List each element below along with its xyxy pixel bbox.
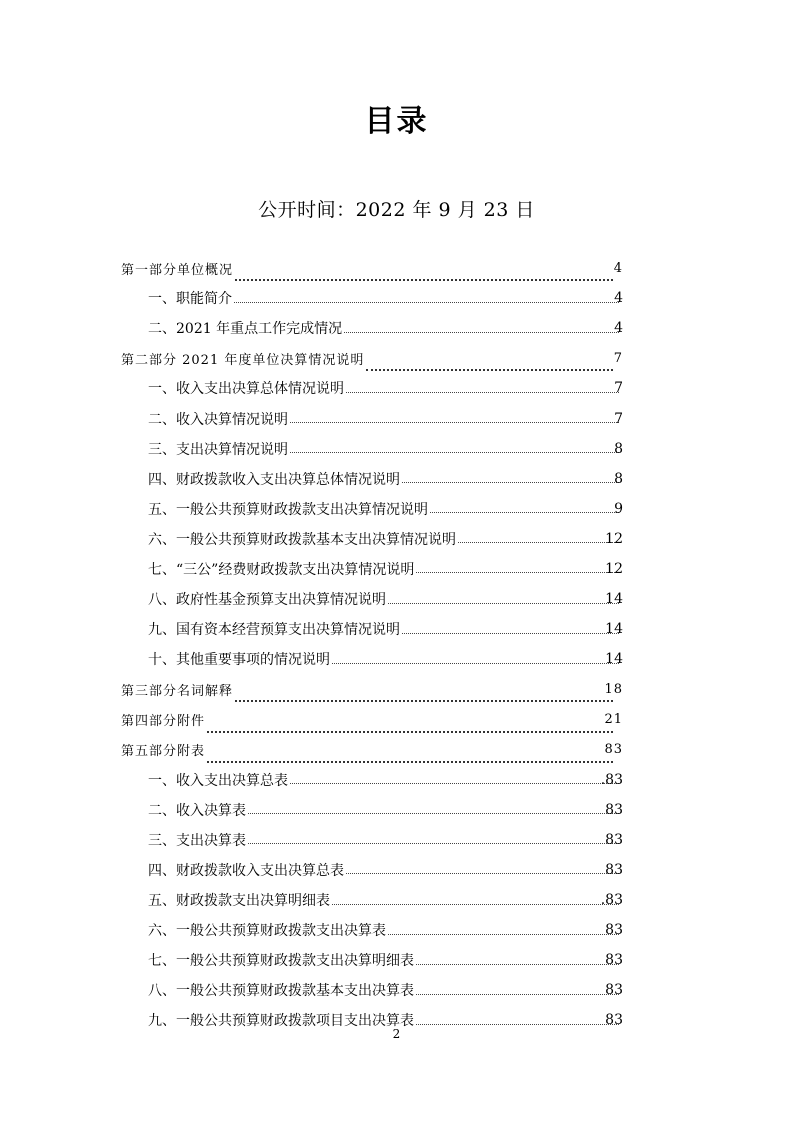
toc-entry[interactable] (0, 825, 793, 855)
toc-leader-dots (416, 984, 619, 995)
toc-entry[interactable] (0, 373, 793, 403)
toc-leader-dots (416, 954, 619, 965)
toc-entry[interactable] (0, 524, 793, 554)
toc-entry-label: 一、收入支出决算总表 (148, 772, 288, 789)
toc-entry-label: 三、支出决算情况说明 (148, 441, 288, 458)
toc-leader-dots (388, 593, 619, 604)
toc-entry-page: 7 (614, 410, 623, 427)
toc-leader-dots (458, 532, 619, 543)
toc-entry-page: 9 (614, 500, 623, 517)
toc-entry[interactable] (0, 494, 793, 524)
toc-entry-label: 六、一般公共预算财政拨款基本支出决算情况说明 (148, 531, 456, 548)
toc-entry-label: 八、一般公共预算财政拨款基本支出决算表 (148, 983, 414, 1000)
toc-entry-page: 7 (613, 350, 623, 366)
toc-leader-dots (332, 653, 619, 664)
toc-entry-page: 83 (605, 922, 623, 939)
toc-entry-label: 第一部分单位概况 (121, 262, 234, 278)
toc-entry-label: 四、财政拨款收入支出决算总体情况说明 (148, 471, 400, 488)
toc-entry-page: 83 (605, 861, 623, 878)
toc-entry[interactable] (0, 915, 793, 945)
toc-entry-page: 4 (614, 320, 623, 337)
toc-entry[interactable] (0, 253, 793, 283)
toc-entry[interactable] (0, 464, 793, 494)
toc-leader-dots (235, 271, 613, 281)
toc-entry-label: 二、收入决算情况说明 (148, 411, 288, 428)
toc-entry[interactable] (0, 795, 793, 825)
page-title: 目录 (364, 104, 429, 139)
toc-entry-page: 8 (614, 440, 623, 457)
toc-entry-page: .83 (600, 771, 623, 788)
toc-entry[interactable] (0, 674, 793, 704)
toc-entry-page: 83 (604, 742, 623, 758)
toc-leader-dots (290, 412, 619, 423)
toc-entry[interactable] (0, 434, 793, 464)
toc-entry-label: 八、政府性基金预算支出决算情况说明 (148, 592, 386, 609)
toc-entry-label: 五、财政拨款支出决算明细表 (148, 893, 330, 910)
toc-entry-label: 一、收入支出决算总体情况说明 (148, 381, 344, 398)
toc-entry-label: 三、支出决算表 (148, 832, 246, 849)
toc-entry-label: 二、收入决算表 (148, 802, 246, 819)
toc-entry-label: 五、一般公共预算财政拨款支出决算情况说明 (148, 501, 428, 518)
toc-entry-label: 四、财政拨款收入支出决算总表 (148, 862, 344, 879)
toc-leader-dots (430, 502, 619, 513)
page-number: 2 (392, 1027, 401, 1041)
toc-leader-dots (388, 924, 619, 935)
toc-leader-dots (402, 472, 619, 483)
toc-entry[interactable] (0, 765, 793, 795)
toc-leader-dots (235, 692, 613, 702)
toc-entry-page: .83 (600, 892, 623, 909)
toc-entry-page: 83 (605, 1012, 623, 1029)
toc-leader-dots (402, 623, 619, 634)
toc-entry[interactable] (0, 855, 793, 885)
toc-entry-page: 83 (605, 982, 623, 999)
toc-leader-dots (332, 894, 619, 905)
toc-leader-dots (248, 803, 619, 814)
toc-entry-page: 4 (614, 290, 623, 307)
toc-entry-label: 七、一般公共预算财政拨款支出决算明细表 (148, 953, 414, 970)
toc-leader-dots (366, 361, 613, 371)
toc-entry-label: 九、一般公共预算财政拨款项目支出决算表 (148, 1013, 414, 1030)
toc-entry[interactable] (0, 644, 793, 674)
toc-entry-label: 第四部分附件 (121, 713, 206, 729)
toc-entry-page: 14 (605, 651, 623, 668)
publish-date: 公开时间：2022 年 9 月 23 日 (258, 199, 535, 221)
toc-entry[interactable] (0, 313, 793, 343)
toc-entry[interactable] (0, 704, 793, 734)
toc-entry-page: 83 (605, 831, 623, 848)
toc-entry[interactable] (0, 343, 793, 373)
toc-entry-page: 83 (605, 801, 623, 818)
toc-leader-dots (207, 723, 613, 733)
toc-entry-page: 7 (614, 380, 623, 397)
toc-leader-dots (248, 833, 619, 844)
toc-leader-dots (346, 382, 619, 393)
toc-entry-page: 12 (605, 560, 623, 577)
toc-entry[interactable] (0, 945, 793, 975)
toc-entry-label: 第二部分 2021 年度单位决算情况说明 (121, 352, 365, 368)
toc-entry[interactable] (0, 735, 793, 765)
toc-entry-page: 14 (605, 591, 623, 608)
toc-entry-page: 83 (605, 952, 623, 969)
toc-leader-dots (416, 1014, 619, 1025)
toc-entry-label: 十、其他重要事项的情况说明 (148, 652, 330, 669)
toc-entry-label: 第三部分名词解释 (121, 683, 234, 699)
toc-entry-label: 二、2021 年重点工作完成情况 (148, 321, 343, 338)
toc-leader-dots (207, 753, 613, 763)
toc-entry[interactable] (0, 614, 793, 644)
toc-entry-label: 七、“三公”经费财政拨款支出决算情况说明 (148, 561, 415, 578)
toc-leader-dots (290, 773, 619, 784)
toc-entry-label: 六、一般公共预算财政拨款支出决算表 (148, 923, 386, 940)
toc-entry-page: 21 (604, 711, 623, 727)
toc-entry[interactable] (0, 403, 793, 433)
toc-entry-page: 14 (605, 621, 623, 638)
toc-leader-dots (290, 442, 619, 453)
toc-entry-page: 4 (613, 260, 623, 276)
toc-leader-dots (234, 292, 619, 303)
toc-entry-label: 第五部分附表 (121, 744, 206, 760)
toc-entry[interactable] (0, 975, 793, 1005)
toc-entry-page: 18 (604, 681, 623, 697)
table-of-contents (0, 253, 793, 1035)
toc-entry[interactable] (0, 885, 793, 915)
toc-entry-label: 一、职能简介 (148, 291, 232, 308)
toc-leader-dots (346, 863, 619, 874)
toc-entry[interactable] (0, 554, 793, 584)
toc-entry[interactable] (0, 584, 793, 614)
toc-entry[interactable] (0, 283, 793, 313)
toc-entry-page: 12 (605, 530, 623, 547)
toc-leader-dots (416, 562, 619, 573)
toc-entry-label: 九、国有资本经营预算支出决算情况说明 (148, 622, 400, 639)
toc-leader-dots (344, 322, 619, 333)
toc-entry-page: 8 (614, 470, 623, 487)
